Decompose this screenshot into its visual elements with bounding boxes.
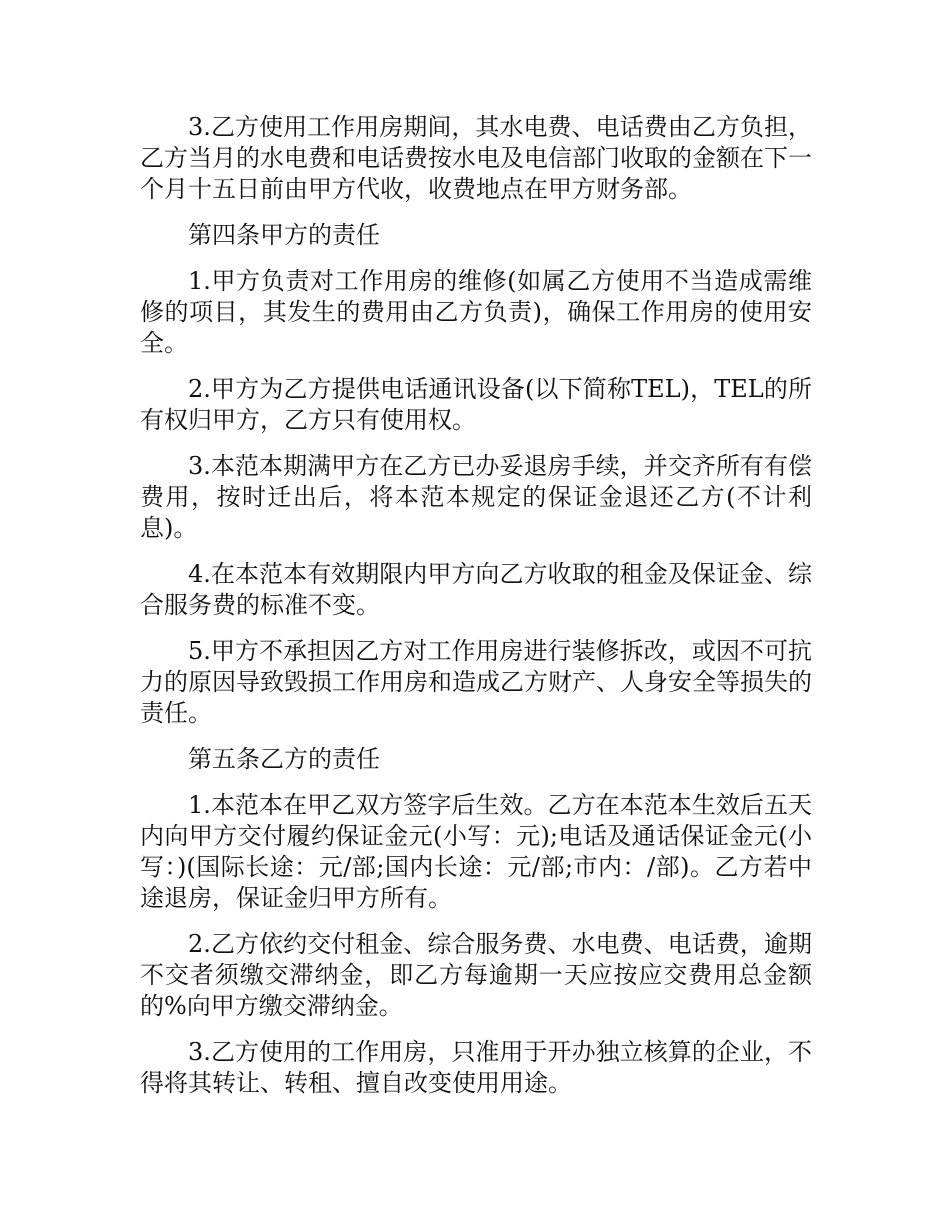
party-b-clause-1: 1.本范本在甲乙双方签字后生效。乙方在本范本生效后五天内向甲方交付履约保证金元(小写：元);电话及通话保证金元(小写：)(国际长途：元/部;国内长途：元/部;市内：/部)。乙方若中途退房，保证金归甲方所有。 xyxy=(140,791,812,912)
party-a-clause-2: 2.甲方为乙方提供电话通讯设备(以下简称TEL)，TEL的所有权归甲方，乙方只有使用权。 xyxy=(140,375,812,434)
document-page xyxy=(140,112,812,1114)
party-b-clause-2: 2.乙方依约交付租金、综合服务费、水电费、电话费，逾期不交者须缴交滞纳金，即乙方每逾期一天应按应交费用总金额的%向甲方缴交滞纳金。 xyxy=(140,930,812,1020)
party-a-clause-5: 5.甲方不承担因乙方对工作用房进行装修拆改，或因不可抗力的原因导致毁损工作用房和造成乙方财产、人身安全等损失的责任。 xyxy=(140,637,812,727)
party-b-clause-3: 3.乙方使用的工作用房，只准用于开办独立核算的企业，不得将其转让、转租、擅自改变使用用途。 xyxy=(140,1038,812,1097)
article-4-heading: 第四条甲方的责任 xyxy=(188,221,380,249)
party-a-clause-4: 4.在本范本有效期限内甲方向乙方收取的租金及保证金、综合服务费的标准不变。 xyxy=(140,560,812,619)
article-5-heading: 第五条乙方的责任 xyxy=(188,745,380,773)
party-a-clause-1: 1.甲方负责对工作用房的维修(如属乙方使用不当造成需维修的项目，其发生的费用由乙方负责)，确保工作用房的使用安全。 xyxy=(140,267,812,357)
party-a-clause-3: 3.本范本期满甲方在乙方已办妥退房手续，并交齐所有有偿费用，按时迁出后，将本范本规定的保证金退还乙方(不计利息)。 xyxy=(140,452,812,542)
clause-3-utilities: 3.乙方使用工作用房期间，其水电费、电话费由乙方负担，乙方当月的水电费和电话费按水电及电信部门收取的金额在下一个月十五日前由甲方代收，收费地点在甲方财务部。 xyxy=(140,113,812,203)
